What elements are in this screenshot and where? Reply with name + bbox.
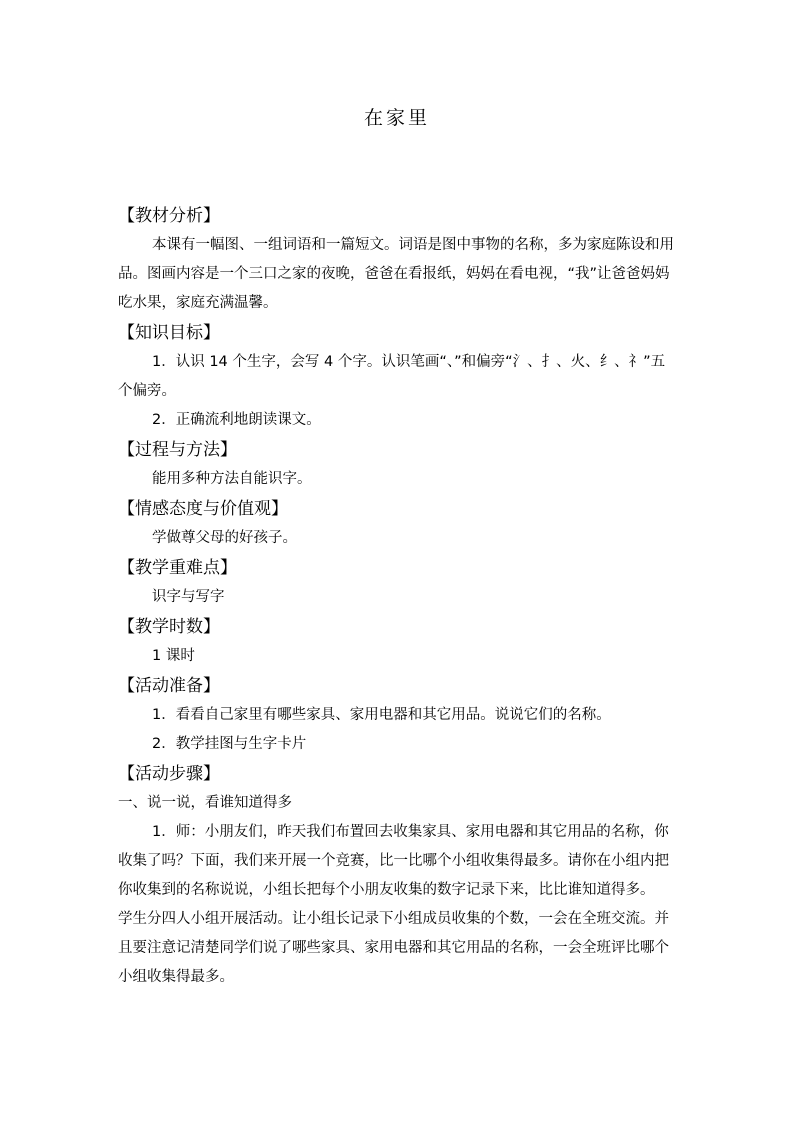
- emotion-text: 学做尊父母的好孩子。: [152, 530, 297, 546]
- knowledge-item-1: 1．认识 14 个生字，会写 4 个字。认识笔画“、”和偏旁“氵、扌、火、纟、礻”五个偏旁。: [118, 354, 666, 399]
- document-body: [118, 201, 678, 992]
- heading-process: 【过程与方法】: [118, 440, 237, 460]
- heading-knowledge: 【知识目标】: [118, 323, 220, 343]
- heading-keypoints: 【教学重难点】: [118, 558, 237, 578]
- heading-steps: 【活动步骤】: [118, 764, 220, 784]
- keypoints-text: 识字与写字: [152, 589, 225, 605]
- knowledge-item-2: 2．正确流利地朗读课文。: [152, 412, 321, 428]
- heading-prep: 【活动准备】: [118, 676, 220, 696]
- prep-item-1: 1．看看自己家里有哪些家具、家用电器和其它用品。说说它们的名称。: [152, 707, 611, 723]
- analysis-text: 本课有一幅图、一组词语和一篇短文。词语是图中事物的名称，多为家庭陈设和用品。图画内容是一个三口之家的夜晚，爸爸在看报纸，妈妈在看电视，“我”让爸爸妈妈吃水果，家庭充满温馨。: [118, 237, 674, 311]
- hours-text: 1 课时: [152, 648, 195, 664]
- document-title: 在家里: [363, 107, 430, 129]
- steps-note: 学生分四人小组开展活动。让小组长记录下小组成员收集的个数，一会在全班交流。并且要注意记清楚同学们说了哪些家具、家用电器和其它用品的名称，一会全班评比哪个小组收集得最多。: [118, 911, 669, 985]
- steps-subheading-1: 一、说一说，看谁知道得多: [118, 795, 292, 811]
- process-text: 能用多种方法自能识字。: [152, 471, 312, 487]
- steps-item-1: 1．师：小朋友们，昨天我们布置回去收集家具、家用电器和其它用品的名称，你收集了吗？下面，我们来开展一个竞赛，比一比哪个小组收集得最多。请你在小组内把你收集到的名称说说，小组长把每个小朋友收集的数字记录下来，比比谁知道得多。: [118, 824, 669, 898]
- heading-analysis: 【教材分析】: [118, 206, 220, 226]
- heading-emotion: 【情感态度与价值观】: [118, 499, 288, 519]
- heading-hours: 【教学时数】: [118, 617, 220, 637]
- prep-item-2: 2．教学挂图与生字卡片: [152, 736, 307, 752]
